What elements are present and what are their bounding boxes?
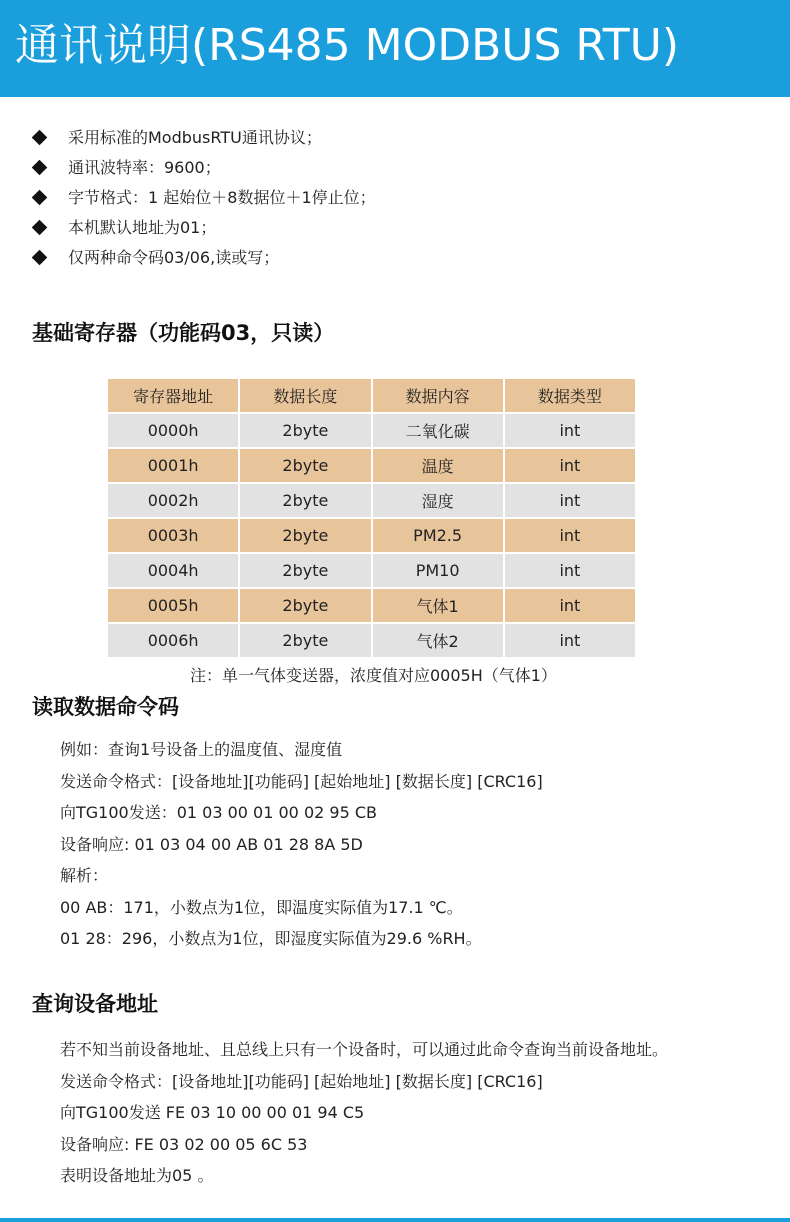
paragraph-line: 发送命令格式：[设备地址][功能码] [起始地址] [数据长度] [CRC16] (60, 771, 543, 791)
table-header-row (107, 378, 636, 413)
bottom-divider (0, 1218, 790, 1222)
table-cell: int (504, 588, 636, 623)
table-cell: int (504, 413, 636, 448)
table-cell: int (504, 623, 636, 658)
table-row (107, 448, 636, 483)
table-cell: int (504, 553, 636, 588)
table-cell: 0000h (107, 413, 239, 448)
table-cell: 0005h (107, 588, 239, 623)
table-cell: PM2.5 (372, 518, 504, 553)
list-item-text: 仅两种命令码03/06,读或写； (68, 248, 280, 267)
paragraph-line: 01 28：296，小数点为1位，即湿度实际值为29.6 %RH。 (60, 929, 482, 948)
table-cell: 气体2 (372, 623, 504, 658)
table-cell: 0002h (107, 483, 239, 518)
list-item-text: 字节格式：1 起始位＋8数据位＋1停止位； (68, 188, 376, 207)
register-section-title: 基础寄存器（功能码03，只读） (32, 321, 335, 345)
paragraph-line: 设备响应: 01 03 04 00 AB 01 28 8A 5D (60, 834, 363, 854)
list-item (0, 153, 790, 183)
header-banner (0, 0, 790, 97)
list-item (0, 243, 790, 273)
list-item (0, 213, 790, 243)
paragraph-line: 若不知当前设备地址、且总线上只有一个设备时，可以通过此命令查询当前设备地址。 (60, 1040, 669, 1059)
diamond-bullet-icon (32, 130, 48, 146)
feature-list (0, 123, 790, 273)
table-cell: 2byte (239, 483, 371, 518)
diamond-bullet-icon (32, 160, 48, 176)
paragraph-line: 解析： (60, 866, 109, 885)
paragraph-line: 例如：查询1号设备上的温度值、湿度值 (60, 740, 343, 759)
table-cell: 温度 (372, 448, 504, 483)
paragraph-line: 设备响应: FE 03 02 00 05 6C 53 (60, 1134, 308, 1154)
table-cell: 2byte (239, 518, 371, 553)
table-cell: 2byte (239, 588, 371, 623)
table-cell: 0006h (107, 623, 239, 658)
table-cell: 0003h (107, 518, 239, 553)
column-header: 数据内容 (372, 378, 504, 413)
table-cell: int (504, 483, 636, 518)
column-header: 数据长度 (239, 378, 371, 413)
diamond-bullet-icon (32, 190, 48, 206)
table-cell: PM10 (372, 553, 504, 588)
diamond-bullet-icon (32, 250, 48, 266)
paragraph-line: 00 AB：171，小数点为1位，即温度实际值为17.1 ℃。 (60, 897, 463, 917)
table-row (107, 518, 636, 553)
table-cell: 0004h (107, 553, 239, 588)
list-item (0, 183, 790, 213)
register-table (106, 377, 637, 659)
table-cell: 湿度 (372, 483, 504, 518)
address-section-title: 查询设备地址 (32, 992, 158, 1016)
table-cell: int (504, 448, 636, 483)
page-title: 通讯说明(RS485 MODBUS RTU) (15, 20, 680, 71)
table-row (107, 553, 636, 588)
read-section-title: 读取数据命令码 (32, 695, 179, 719)
paragraph-line: 向TG100发送：01 03 00 01 00 02 95 CB (60, 803, 377, 822)
table-cell: 2byte (239, 553, 371, 588)
read-section-body (60, 734, 543, 955)
table-cell: 2byte (239, 448, 371, 483)
table-cell: 2byte (239, 623, 371, 658)
column-header: 数据类型 (504, 378, 636, 413)
table-note: 注：单一气体变送器，浓度值对应0005H（气体1） (190, 666, 557, 685)
table-cell: 2byte (239, 413, 371, 448)
table-row (107, 623, 636, 658)
paragraph-line: 发送命令格式：[设备地址][功能码] [起始地址] [数据长度] [CRC16] (60, 1071, 543, 1091)
list-item-text: 通讯波特率：9600； (68, 158, 221, 177)
list-item-text: 采用标准的ModbusRTU通讯协议； (68, 128, 322, 147)
diamond-bullet-icon (32, 220, 48, 236)
table-row (107, 588, 636, 623)
address-section-body (60, 1034, 668, 1192)
column-header: 寄存器地址 (107, 378, 239, 413)
table-row (107, 483, 636, 518)
table-cell: 二氧化碳 (372, 413, 504, 448)
paragraph-line: 向TG100发送 FE 03 10 00 00 01 94 C5 (60, 1103, 365, 1122)
table-row (107, 413, 636, 448)
list-item (0, 123, 790, 153)
paragraph-line: 表明设备地址为05 。 (60, 1166, 214, 1185)
table-cell: 气体1 (372, 588, 504, 623)
list-item-text: 本机默认地址为01； (68, 218, 217, 237)
table-cell: int (504, 518, 636, 553)
table-cell: 0001h (107, 448, 239, 483)
